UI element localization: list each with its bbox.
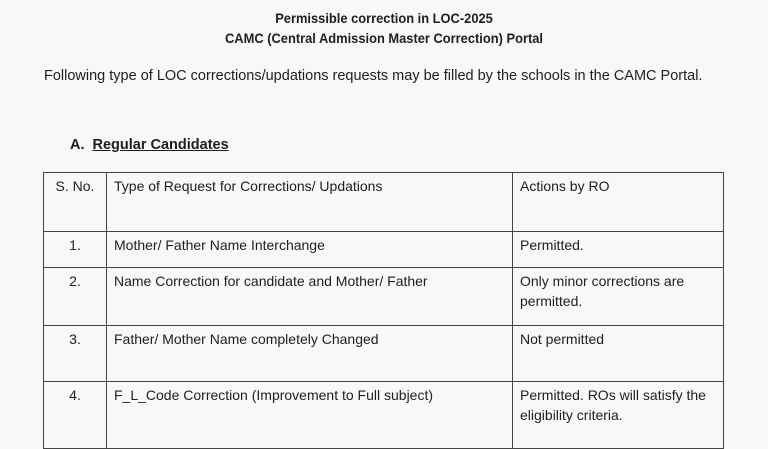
header-actions: Actions by RO <box>513 173 724 232</box>
cell-sno: 2. <box>44 268 107 326</box>
table-row <box>44 232 724 268</box>
header-type: Type of Request for Corrections/ Updations <box>107 173 513 232</box>
table-row <box>44 326 724 382</box>
intro-paragraph: Following type of LOC corrections/updations requests may be filled by the schools in the CAMC Portal. <box>44 68 703 84</box>
document-subtitle: CAMC (Central Admission Master Correction) Portal <box>224 30 543 46</box>
section-heading <box>70 137 229 153</box>
section-title: Regular Candidates <box>92 137 229 153</box>
table-row <box>44 268 724 326</box>
cell-type: Father/ Mother Name completely Changed <box>107 326 513 382</box>
cell-sno: 1. <box>44 232 107 268</box>
table-row <box>44 382 724 449</box>
cell-type: F_L_Code Correction (Improvement to Full subject) <box>107 382 513 449</box>
cell-type: Name Correction for candidate and Mother/ Father <box>107 268 513 326</box>
table-header-row <box>44 173 724 232</box>
cell-action: Permitted. <box>513 232 724 268</box>
section-letter: A. <box>70 137 85 153</box>
header-sno: S. No. <box>44 173 107 232</box>
cell-action: Not permitted <box>513 326 724 382</box>
cell-action: Only minor corrections are permitted. <box>513 268 724 326</box>
cell-action: Permitted. ROs will satisfy the eligibility criteria. <box>513 382 724 449</box>
cell-sno: 3. <box>44 326 107 382</box>
document-title: Permissible correction in LOC-2025 <box>275 10 493 26</box>
cell-type: Mother/ Father Name Interchange <box>107 232 513 268</box>
cell-sno: 4. <box>44 382 107 449</box>
corrections-table <box>43 172 724 449</box>
